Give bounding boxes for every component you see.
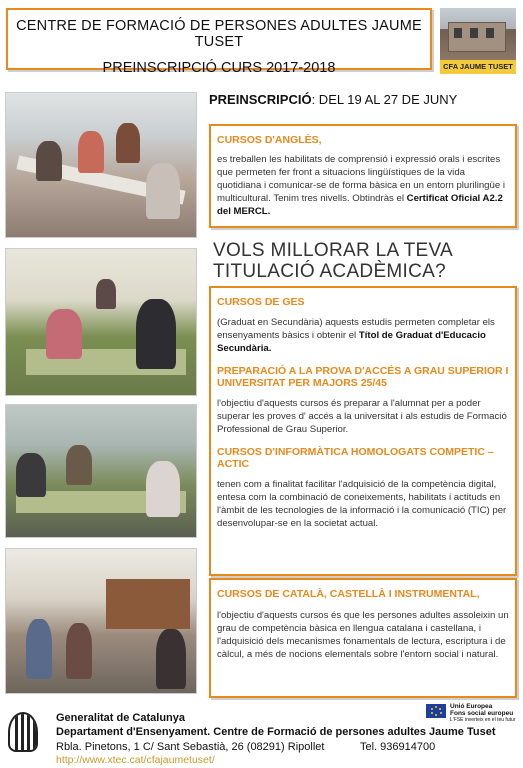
header-box [6,8,432,76]
english-cert: Certificat Oficial A2.2 del MERCL. [217,193,503,217]
student [36,141,62,181]
student [146,461,180,517]
footer-department: Departament d'Ensenyament. Centre de Formació de persones adultes Jaume Tuset [56,726,496,738]
classroom-photo-3 [5,404,197,538]
student [136,299,176,369]
dates-range: : DEL 19 AL 27 DE JUNY [311,92,458,107]
building-window [486,28,494,38]
footer [0,704,523,768]
headline-question: VOLS MILLORAR LA TEVA TITULACIÓ ACADÈMICA? [213,240,452,282]
footer-website-link[interactable]: http://www.xtec.cat/cfajaumetuset/ [56,754,215,766]
dates-label: PREINSCRIPCIÓ [209,92,312,107]
classroom-photo-1 [5,92,197,238]
footer-generalitat: Generalitat de Catalunya [56,712,185,724]
classroom-photo-2 [5,248,197,396]
english-title: CURSOS D'ANGLÈS, [217,134,322,146]
eu-label: Unió Europea [450,703,493,710]
student [78,131,104,173]
classroom-photo-4 [5,548,197,694]
english-body [217,153,511,218]
bookshelf [106,579,190,629]
eu-flag-icon [426,704,446,718]
building-window [454,28,462,38]
building-window [470,28,478,38]
school-logo [440,8,516,74]
ges-body-text: (Graduat en Secundària) aquests estudis permeten completar els ensenyaments bàsics i obtenir el [217,317,495,341]
generalitat-logo-icon [8,712,38,752]
student [146,163,180,219]
student [46,309,82,359]
student [26,619,52,679]
access-body: l'objectiu d'aquests cursos és preparar a l'alumnat per a poder superar les proves d' accés a la universitat i als estudis de Formació Professional de Grau Superior. [217,398,507,435]
catalan-title: CURSOS DE CATALÀ, CASTELLÀ I INSTRUMENTAL, [217,588,480,600]
catalan-body: l'objectiu d'aquests cursos és que les persones adultes assoleixin un grau de competència bàsica en llengua catalana i castellana, i l'adquisició dels mecanismes fonamentals de lectura, escriptura i de càlcul, a més de nocions elementals sobre l'entorn social i natural. [217,610,509,660]
it-body: tenen com a finalitat facilitar l'adquisició de la competència digital, entesa com la combinació de coneixements, habilitats i actituds en l'àmbit de les tecnologies de la informació i la comunicació (TIC) per desenvolupar-se en la societat actual. [217,479,507,529]
student [16,453,46,497]
card-courses [209,286,517,576]
eu-slogan: L'FSE inverteix en el teu futur [450,717,516,723]
ges-degree: Títol de Graduat d'Educacio Secundària. [217,330,486,354]
student [156,629,186,689]
card-english [209,124,517,228]
ges-body [217,316,511,355]
student [96,279,116,309]
access-title: PREPARACIÓ A LA PROVA D'ACCÉS A GRAU SUPERIOR I UNIVERSITAT PER MAJORS 25/45 [217,365,509,389]
logo-label: CFA JAUME TUSET [440,60,516,74]
page-title: CENTRE DE FORMACIÓ DE PERSONES ADULTES JAUME TUSET [16,18,422,50]
english-body-text: es treballen les habilitats de comprensió i expressió orals i escrites que permeten fer front a situacions lingüístiques de la vida quotidiana i comunicar-se de forma bàsica en un entorn plurilingüe i multicultural. Tenim tres nivells. Obtindràs el [217,154,505,204]
eu-fund: Fons social europeu [450,710,514,717]
footer-phone: Tel. 936914700 [360,741,436,753]
card-catalan [209,578,517,698]
enrollment-dates [209,92,457,107]
it-title: CURSOS D'INFORMÀTICA HOMOLOGATS COMPETIC – ACTIC [217,446,494,470]
ges-title: CURSOS DE GES [217,296,305,308]
student [116,123,140,163]
page-subtitle: PREINSCRIPCIÓ CURS 2017-2018 [102,60,336,76]
student [66,445,92,485]
footer-address: Rbla. Pinetons, 1 C/ Sant Sebastià, 26 (08291) Ripollet [56,741,325,753]
student [66,623,92,679]
